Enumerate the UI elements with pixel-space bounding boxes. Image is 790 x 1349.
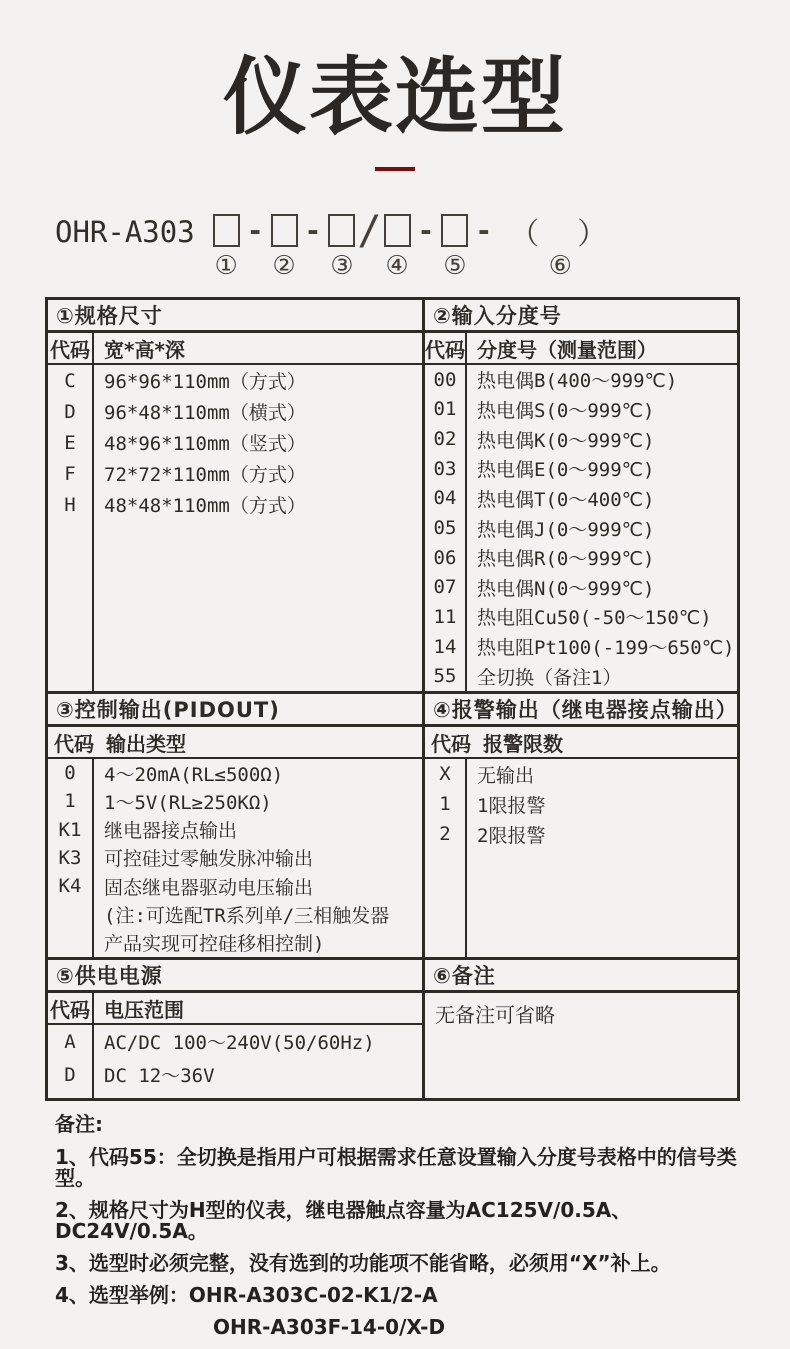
value-cell: 热电阻Cu50(-50～150℃): [477, 607, 712, 630]
value-cell: 热电阻Pt100(-199～650℃): [477, 637, 735, 660]
spec-value-column: [94, 365, 422, 691]
model-dash: -: [475, 214, 493, 247]
model-slot-2: [271, 214, 298, 280]
value-cell: 热电偶E(0～999℃): [477, 459, 655, 482]
value-cell: 96*48*110mm（横式）: [104, 402, 306, 424]
value-cell: 热电偶S(0～999℃): [477, 399, 655, 422]
code-cell: 04: [433, 487, 457, 510]
control-code-column: [48, 759, 94, 957]
section-alarm-body: [425, 759, 737, 957]
remark-note: 无备注可省略: [435, 1003, 555, 1027]
model-digit-3: ③: [330, 251, 354, 281]
section-control-col-header: [48, 727, 422, 759]
code-cell: 2: [439, 823, 451, 845]
code-cell: 1: [64, 790, 76, 813]
footnote-item: 2、规格尺寸为H型的仪表，继电器触点容量为AC125V/0.5A、DC24V/0.5A。: [55, 1198, 632, 1243]
code-cell: 14: [433, 635, 457, 658]
section-control-body: [48, 759, 422, 957]
power-value-column: [94, 1025, 422, 1098]
alarm-value-column: [467, 759, 737, 957]
section-input-title: ②输入分度号: [425, 300, 737, 333]
model-slot-6: [509, 214, 611, 280]
code-cell: A: [64, 1030, 76, 1053]
model-box-3: [328, 214, 355, 247]
value-cell: 固态继电器驱动电压输出: [104, 876, 314, 899]
selection-table: [45, 297, 740, 1101]
value-cell: (注:可选配TR系列单/三相触发器: [104, 905, 390, 928]
alarm-code-column: [425, 759, 467, 957]
input-code-header: 代码: [425, 333, 467, 363]
model-box-1: [213, 214, 240, 247]
section-alarm: [425, 694, 737, 957]
code-cell: 05: [433, 517, 457, 540]
value-cell: 72*72*110mm（方式）: [104, 464, 306, 486]
code-cell: [48, 900, 92, 928]
code-cell: 06: [433, 546, 457, 569]
code-cell: 1: [439, 793, 451, 815]
code-cell: 00: [433, 368, 457, 391]
model-slot-1: [213, 214, 240, 280]
value-cell: 热电偶K(0～999℃): [477, 429, 655, 452]
code-cell: X: [439, 763, 451, 785]
model-dash: -: [246, 214, 264, 247]
code-cell: 11: [433, 605, 457, 628]
value-cell: 热电偶R(0～999℃): [477, 548, 655, 571]
code-cell: 01: [433, 398, 457, 421]
footnote-item: 1、代码55：全切换是指用户可根据需求任意设置输入分度号表格中的信号类型。: [55, 1145, 737, 1190]
value-cell: 全切换（备注1）: [477, 666, 622, 689]
section-spec: [48, 300, 425, 691]
table-band-spec-input: [48, 300, 737, 691]
model-slot-3: [328, 214, 355, 280]
spec-value-header: 宽*高*深: [104, 337, 185, 362]
alarm-code-header: 代码: [431, 731, 471, 756]
value-cell: 热电偶B(400～999℃): [477, 370, 678, 393]
section-input: [425, 300, 737, 691]
model-slash: /: [357, 207, 382, 254]
section-spec-title: ①规格尺寸: [48, 300, 422, 333]
model-parens: （ ）: [509, 216, 612, 252]
code-cell: K1: [58, 818, 82, 841]
alarm-value-header: 报警限数: [483, 731, 563, 756]
section-power-body: [48, 1025, 422, 1098]
spec-code-column: [48, 365, 94, 691]
section-alarm-col-header: [425, 727, 737, 759]
section-input-col-header: [425, 333, 737, 365]
code-cell: F: [64, 462, 76, 485]
code-cell: 0: [64, 762, 76, 785]
spec-code-header: 代码: [48, 333, 94, 363]
footnote-item: 4、选型举例：OHR-A303C-02-K1/2-A: [55, 1283, 438, 1307]
model-dash: -: [417, 214, 435, 247]
model-digit-4: ④: [385, 251, 409, 281]
value-cell: 96*96*110mm（方式）: [104, 371, 306, 393]
section-spec-col-header: [48, 333, 422, 365]
code-cell: H: [64, 493, 76, 516]
power-code-column: [48, 1025, 94, 1098]
code-cell: C: [64, 369, 76, 392]
value-cell: 继电器接点输出: [104, 820, 238, 843]
model-prefix: OHR-A303: [55, 215, 195, 249]
value-cell: 48*96*110mm（竖式）: [104, 433, 306, 455]
value-cell: 热电偶J(0～999℃): [477, 518, 655, 541]
model-box-2: [271, 214, 298, 247]
model-digit-6: ⑥: [548, 251, 572, 281]
code-cell: [48, 929, 92, 957]
value-cell: 无输出: [477, 764, 535, 787]
code-cell: 03: [433, 457, 457, 480]
section-input-body: [425, 365, 737, 691]
power-value-header: 电压范围: [104, 997, 184, 1022]
value-cell: DC 12～36V: [104, 1065, 215, 1087]
model-box-4: [384, 214, 411, 247]
footnote-item-continuation: OHR-A303F-14-0/X-D: [213, 1315, 446, 1339]
code-cell: D: [64, 1063, 76, 1086]
control-code-header: 代码: [54, 731, 94, 756]
section-power: [48, 960, 425, 1098]
value-cell: 1限报警: [477, 794, 546, 817]
title-accent-dash: [375, 167, 415, 171]
code-cell: 07: [433, 576, 457, 599]
section-control-title: ③控制输出(PIDOUT): [48, 694, 422, 727]
section-remark-title: ⑥备注: [425, 960, 737, 993]
value-cell: AC/DC 100～240V(50/60Hz): [104, 1032, 375, 1054]
code-cell: D: [64, 400, 76, 423]
section-control: [48, 694, 425, 957]
model-digit-1: ①: [214, 251, 238, 281]
control-value-header: 输出类型: [106, 731, 186, 756]
value-cell: 产品实现可控硅移相控制): [104, 933, 325, 956]
value-cell: 热电偶N(0～999℃): [477, 577, 655, 600]
section-power-title: ⑤供电电源: [48, 960, 422, 993]
footnotes-label: 备注:: [55, 1112, 103, 1136]
code-cell: 55: [433, 665, 457, 688]
control-value-column: [94, 759, 422, 957]
model-box-5: [441, 214, 468, 247]
value-cell: 1～5V(RL≥250KΩ): [104, 791, 272, 814]
model-code-line: [55, 207, 612, 281]
code-cell: K3: [58, 846, 82, 869]
power-code-header: 代码: [48, 993, 94, 1023]
code-cell: E: [64, 431, 76, 454]
value-cell: 2限报警: [477, 824, 546, 847]
footnotes: [55, 1108, 765, 1349]
input-code-column: [425, 365, 467, 691]
input-value-column: [467, 365, 737, 691]
model-digit-2: ②: [272, 251, 296, 281]
value-cell: 热电偶T(0～400℃): [477, 488, 655, 511]
value-cell: 可控硅过零触发脉冲输出: [104, 848, 314, 871]
footnote-item: 3、选型时必须完整，没有选到的功能项不能省略，必须用“X”补上。: [55, 1251, 671, 1275]
section-remark: [425, 960, 737, 1098]
section-power-col-header: [48, 993, 422, 1025]
section-alarm-title: ④报警输出（继电器接点输出）: [425, 694, 737, 727]
section-spec-body: [48, 365, 422, 691]
value-cell: 4～20mA(RL≤500Ω): [104, 763, 284, 786]
value-cell: 48*48*110mm（方式）: [104, 495, 306, 517]
model-slot-4: [384, 214, 411, 280]
code-cell: K4: [58, 875, 82, 898]
model-slot-5: [441, 214, 468, 280]
model-dash: -: [304, 214, 322, 247]
table-band-control-alarm: [48, 691, 737, 957]
input-value-header: 分度号（测量范围）: [477, 337, 657, 362]
page-title: 仪表选型: [222, 48, 567, 146]
code-cell: 02: [433, 428, 457, 451]
table-band-power-remark: [48, 957, 737, 1098]
model-digit-5: ⑤: [443, 251, 467, 281]
